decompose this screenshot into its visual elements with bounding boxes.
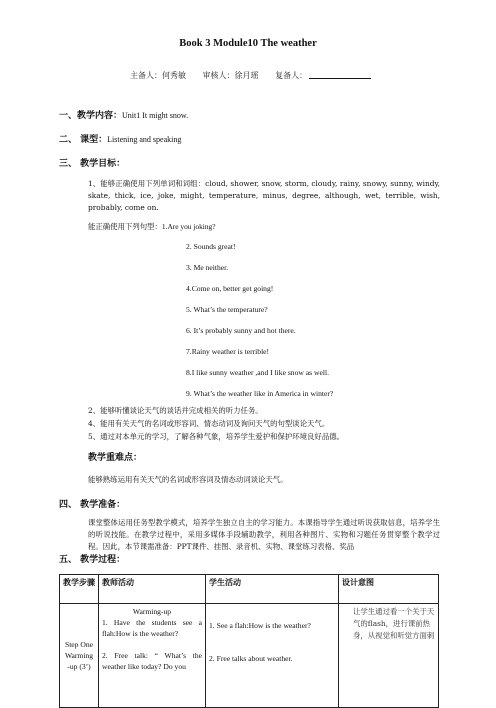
process-table <box>59 574 439 708</box>
goal-1: 1、能够正确使用下列单词和词组：cloud, shower, snow, storm, cloudy, rainy, snowy, sunny, windy, skate, thick, ice, joke, might, temperature, minus, degree, although, wet, terrible, wish, probably, come on. <box>88 179 440 212</box>
section-4-heading: 四、 教学准备： <box>59 500 126 510</box>
sentence-7: 7.Rainy weather is terrible! <box>186 347 270 356</box>
teacher-activity-cell: Warming-up 1. Have the students see a flah:How is the weather? 2. Free talk: “ What’s the weather like today? Do you <box>99 604 206 708</box>
col-header-purpose: 设计意图 <box>339 575 439 604</box>
sentence-intro: 能正确使用下列句型：1.Are you joking? <box>88 222 216 231</box>
page-title: Book 3 Module10 The weather <box>179 38 317 49</box>
col-header-teacher: 教师活动 <box>99 575 206 604</box>
section-5-heading: 五、 教学过程： <box>59 555 126 565</box>
co-preparer: 复备人： <box>275 71 385 80</box>
co-preparer-blank <box>309 78 371 79</box>
table-row <box>60 604 439 708</box>
sentence-9: 9. What’s the weather like in America in winter? <box>186 389 334 398</box>
table-header-row <box>60 575 439 604</box>
section-2: 二、 课型：Listening and speaking <box>59 135 182 145</box>
col-header-step: 教学步骤 <box>60 575 99 604</box>
sentence-6: 6. It’s probably sunny and hot there. <box>186 326 296 335</box>
section-1: 一、教学内容：Unit1 It might snow. <box>59 111 189 121</box>
key-points-text: 能够熟练运用有关天气的名词或形容词及情态动词谈论天气。 <box>88 475 288 484</box>
goal-2: 2、能够听懂谈论天气的谈话并完成相关的听力任务。 <box>88 406 263 415</box>
purpose-cell: 让学生通过看一个关于天气的flash，进行课前热身，从视觉和听觉方面刺 <box>339 604 439 708</box>
sentence-2: 2. Sounds great! <box>186 242 236 251</box>
sentence-5: 5. What’s the temperature? <box>186 305 268 314</box>
step-cell: Step One Warming -up (3’) <box>60 604 99 708</box>
goal-5: 5、通过对本单元的学习，了解各种气象，培养学生爱护和保护环境良好品德。 <box>88 432 344 441</box>
sentence-4: 4.Come on, better get going! <box>186 284 274 293</box>
section-3-heading: 三、 教学目标： <box>59 159 126 169</box>
author-line <box>130 70 399 81</box>
reviewer: 审核人：徐月瑶 <box>202 71 259 80</box>
goal-4: 4、能用有关天气的名词或形容词、情态动词及询问天气的句型谈论天气。 <box>88 419 330 428</box>
sentence-8: 8.I like sunny weather ,and I like snow as well. <box>186 368 329 377</box>
student-activity-cell: 1. See a flah:How is the weather? 2. Free talks about weather. <box>206 604 339 708</box>
sentence-3: 3. Me neither. <box>186 263 229 272</box>
key-points-heading: 教学重难点： <box>88 453 143 463</box>
preparation-text: 课堂整体运用任务型教学模式，培养学生独立自主的学习能力。本课指导学生通过听说获取信息，培养学生的听说技能。在教学过程中，采用多媒体手段辅助教学，利用各种图片、实物和习题任务贯穿整个教学过程。因此，本节课需准备：PPT课件、挂图、录音机、实物、课堂练习表格、奖品 <box>88 518 440 551</box>
col-header-student: 学生活动 <box>206 575 339 604</box>
preparer: 主备人：何秀敏 <box>130 71 186 80</box>
